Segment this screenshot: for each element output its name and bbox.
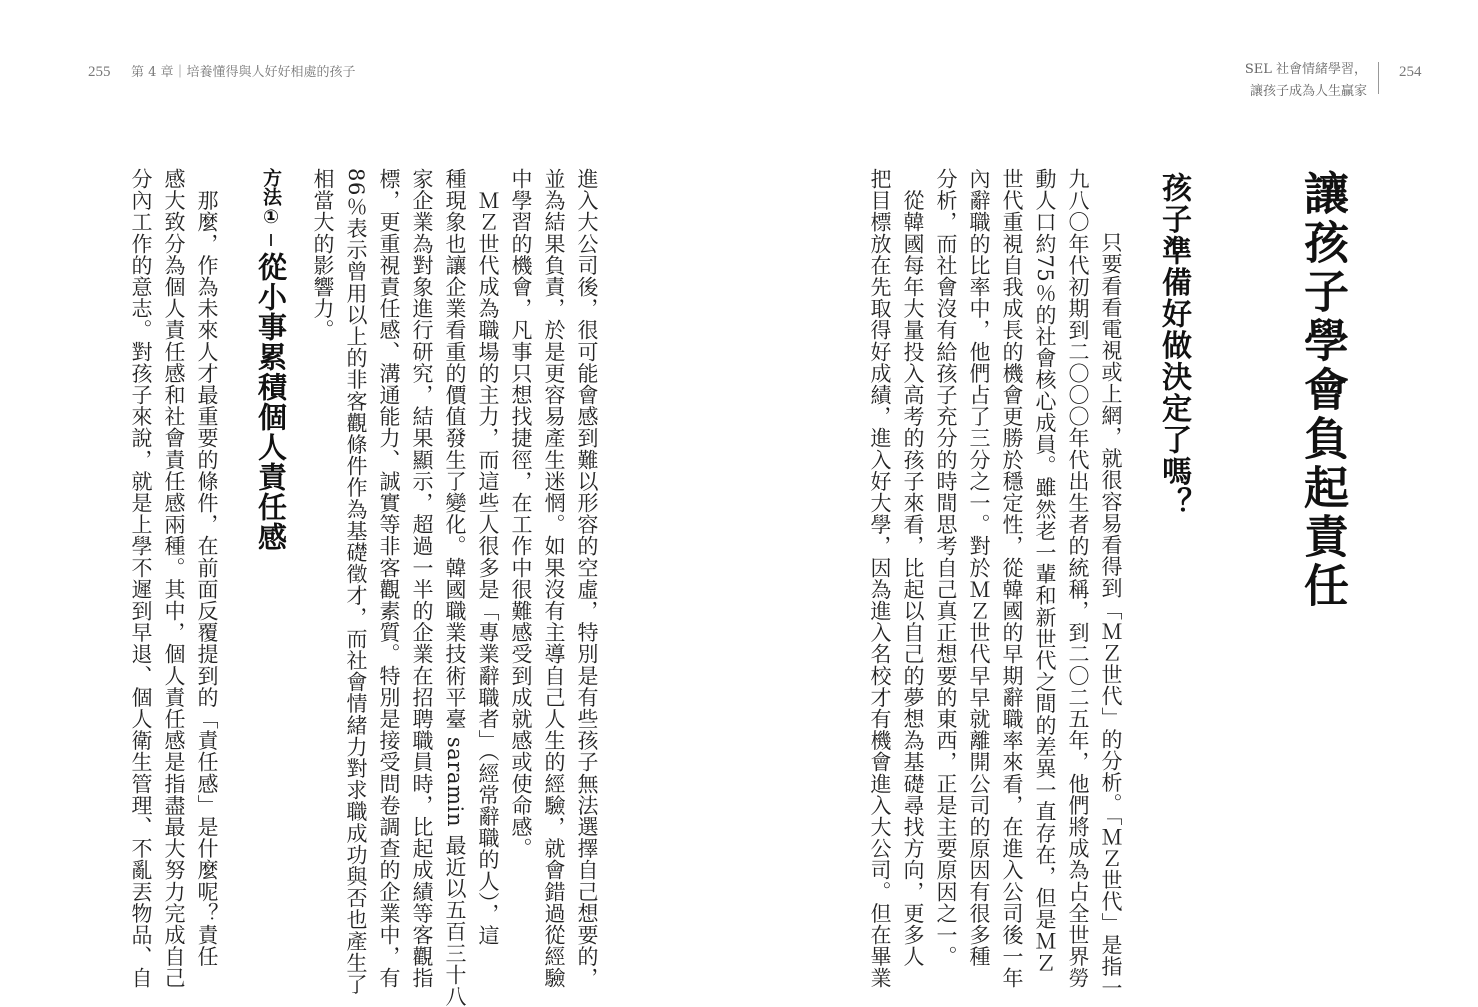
right-text-line: 動人口約75％的社會核心成員。雖然老一輩和新世代之間的差異一直存在，但是ＭＺ [1033, 168, 1057, 974]
right-text-line: 把目標放在先取得好成績，進入好大學，因為進入名校才有機會進入大公司。但在畢業 [868, 168, 892, 989]
left-text-line: 家企業為對象進行研究，結果顯示，超過一半的企業在招聘職員時，比起成績等客觀指 [410, 168, 434, 989]
right-text-line: 九八〇年代初期到二〇〇〇年代出生者的統稱，到二〇二五年，他們將成為占全世界勞 [1066, 168, 1090, 989]
left-running-header: 第 4 章｜培養懂得與人好好相處的孩子 [131, 65, 356, 80]
left-text-line: 種現象也讓企業看重的價值發生了變化。韓國職業技術平臺 saramin 最近以五百三十八 [443, 168, 467, 1007]
right-header-line-2: 讓孩子成為人生贏家 [1249, 84, 1367, 99]
header-divider [1378, 62, 1379, 94]
left-text-line: 中學習的機會，凡事只想找捷徑，在工作中很難感受到成就感或使命感。 [509, 168, 533, 860]
right-text-line: 世代重視自我成長的機會更勝於穩定性，從韓國的早期辭職率來看，在進入公司後一年 [1000, 168, 1024, 989]
section-subtitle: 孩子準備好做決定了嗎？ [1156, 172, 1191, 519]
left-text-line: 分內工作的意志。對孩子來說，就是上學不遲到早退、個人衛生管理、不亂丟物品、自 [129, 168, 153, 989]
left-text-line: 相當大的影響力。 [311, 168, 335, 341]
right-page-number: 254 [1399, 64, 1422, 80]
left-text-line: 進入大公司後，很可能會感到難以形容的空虛，特別是有些孩子無法選擇自己想要的， [575, 168, 599, 989]
right-text-line: 內辭職的比率中，他們占了三分之一。對於ＭＺ世代早早就離開公司的原因有很多種 [967, 168, 991, 968]
method-divider [270, 234, 272, 246]
section-title: 讓孩子學會負起責任 [1296, 170, 1349, 611]
method-title: 從小事累積個人責任感 [254, 252, 288, 552]
left-text-line: 標，更重視責任感、溝通能力、誠實等非客觀素質。特別是接受問卷調查的企業中，有 [377, 168, 401, 989]
method-label: 方法① [260, 168, 282, 228]
left-text-line: 那麼，作為未來人才最重要的條件，在前面反覆提到的「責任感」是什麼呢？責任 [195, 168, 219, 968]
left-text-line: ＭＺ世代成為職場的主力，而這些人很多是「專業辭職者」（經常辭職的人），這 [476, 168, 500, 947]
left-text-line: 並為結果負責，於是更容易產生迷惘。如果沒有主導自己人生的經驗，就會錯過從經驗 [542, 168, 566, 989]
method-heading [254, 168, 288, 552]
right-text-line: 只要看看電視或上網，就很容易看得到「ＭＺ世代」的分析。「ＭＺ世代」是指一 [1099, 210, 1123, 999]
right-header-line-1: SEL 社會情緒學習， [1244, 62, 1367, 77]
right-running-header [1167, 59, 1367, 103]
right-text-line: 從韓國每年大量投入高考的孩子來看，比起以自己的夢想為基礎尋找方向，更多人 [901, 168, 925, 968]
left-text-line: 感大致分為個人責任感和社會責任感兩種。其中，個人責任感是指盡最大努力完成自己 [162, 168, 186, 989]
left-text-line: 86％表示曾用以上的非客觀條件作為基礎徵才，而社會情緒力對求職成功與否也產生了 [344, 168, 368, 996]
right-text-line: 分析，而社會沒有給孩子充分的時間思考自己真正想要的東西，正是主要原因之一。 [934, 168, 958, 968]
left-page-number: 255 [88, 64, 111, 80]
